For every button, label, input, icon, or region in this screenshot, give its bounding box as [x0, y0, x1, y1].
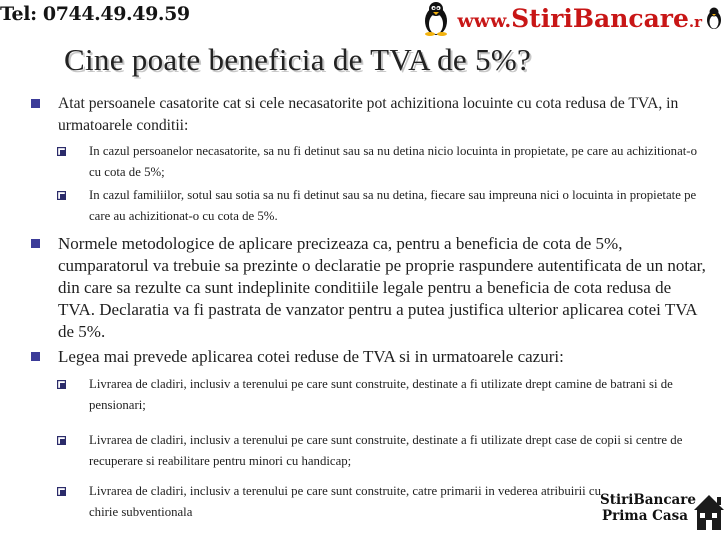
square-bullet-icon [31, 352, 40, 361]
checkbox-bullet-icon [57, 380, 66, 389]
square-bullet-icon [31, 239, 40, 248]
sub-bullet-text: Livrarea de cladiri, inclusiv a terenului pe care sunt construite, destinate a fi utilizate drept case de copii si centre de recuperare si reabilitare pentru minori cu handicap; [89, 433, 683, 468]
brand-url [457, 4, 702, 33]
square-bullet-icon [31, 99, 40, 108]
logo-line-1: StiriBancare [600, 492, 696, 508]
phone-number: Tel: 0744.49.49.59 [0, 3, 190, 25]
page-title: Cine poate beneficia de TVA de 5%? [64, 42, 532, 77]
brand-header[interactable] [421, 0, 724, 36]
bullet-text: Atat persoanele casatorite cat si cele necasatorite pot achizitiona locuinte cu cota redusa de TVA, in urmatoarele conditii: [58, 95, 679, 134]
checkbox-bullet-icon [57, 436, 66, 445]
logo-line-2: Prima Casa [602, 508, 688, 524]
sub-bullet-item [89, 374, 711, 416]
sub-bullet-text: In cazul familiilor, sotul sau sotia sa nu fi detinut sau sa nu detina, fiecare sau impreuna nici o locuinta in propietate pe care au achizitionat-o cu cota de 5%. [89, 188, 697, 223]
brand-suffix: .r [688, 12, 702, 31]
sub-bullet-text: Livrarea de cladiri, inclusiv a terenului pe care sunt construite, catre primarii in vederea atribuirii cu chirie subventionala [89, 484, 602, 519]
brand-prefix: www. [457, 9, 512, 32]
penguin-icon [421, 0, 451, 36]
brand-name: StiriBancare [511, 3, 689, 33]
bullet-item [58, 233, 708, 343]
footer-logo [600, 492, 728, 546]
bullet-text: Normele metodologice de aplicare precizeaza ca, pentru a beneficia de cota de 5%, cumparatorul va trebuie sa prezinte o declaratie pe proprie raspundere autentificata de un notar, din care sa rezulte ca sunt indeplinite conditiile legale pentru a beneficia de cota redusa de TVA. Declaratia va fi pastrata de vanzator pentru a putea justifica ulterior aplicarea cotei TVA de 5%. [58, 234, 706, 341]
sub-bullet-item [89, 141, 711, 183]
penguin-small-icon [704, 6, 724, 30]
sub-bullet-item [89, 185, 711, 227]
house-icon [692, 492, 726, 532]
sub-bullet-text: Livrarea de cladiri, inclusiv a terenului pe care sunt construite, destinate a fi utilizate drept camine de batrani si de pensionari; [89, 377, 673, 412]
bullet-item [58, 93, 708, 137]
logo-text [600, 492, 696, 524]
bullet-text: Legea mai prevede aplicarea cotei reduse de TVA si in urmatoarele cazuri: [58, 347, 564, 366]
bullet-item [58, 346, 708, 368]
checkbox-bullet-icon [57, 191, 66, 200]
checkbox-bullet-icon [57, 147, 66, 156]
sub-bullet-item [89, 430, 711, 472]
checkbox-bullet-icon [57, 487, 66, 496]
sub-bullet-text: In cazul persoanelor necasatorite, sa nu fi detinut sau sa nu detina nicio locuinta in propietate, pe care au achizitionat-o cu cota de 5%; [89, 144, 697, 179]
sub-bullet-item [89, 481, 601, 523]
